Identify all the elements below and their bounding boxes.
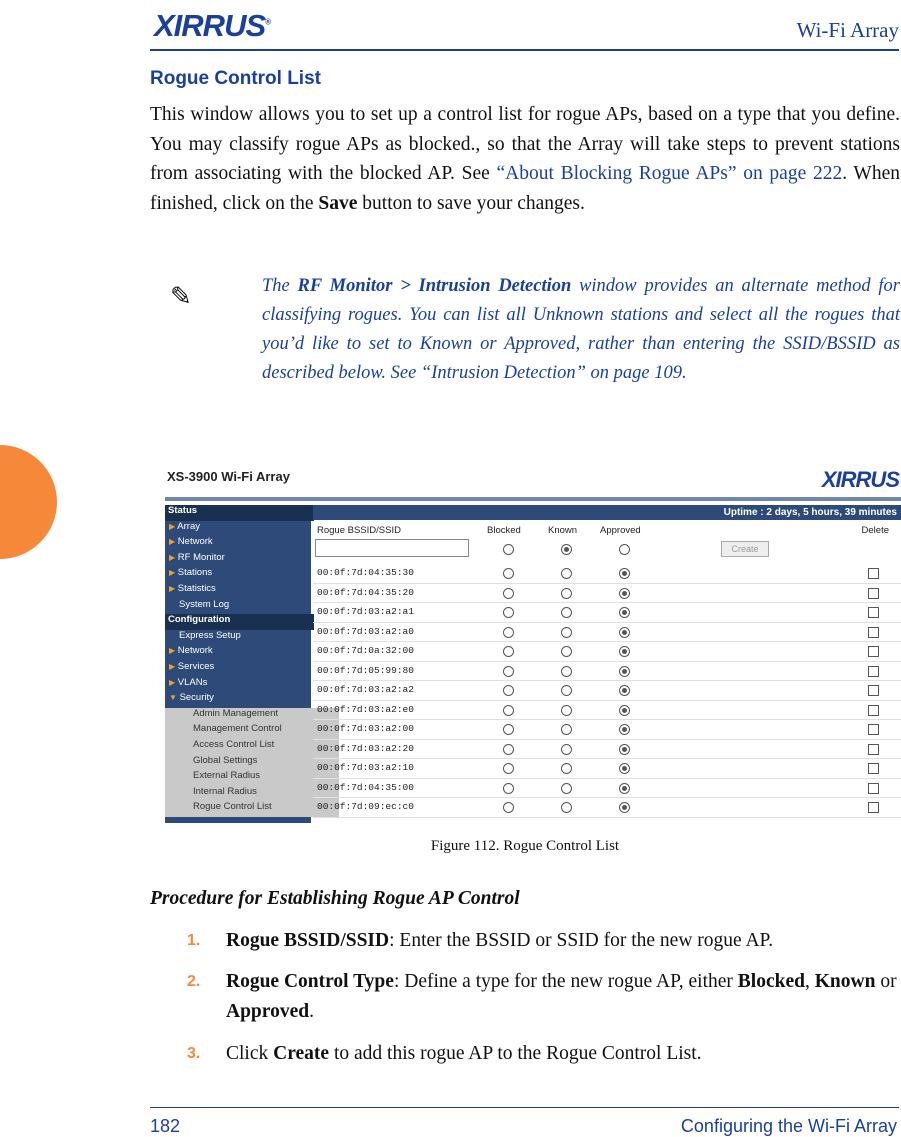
pencil-note-icon: ✎ xyxy=(170,282,192,311)
sidebar-label: Global Settings xyxy=(193,754,258,766)
sidebar-item[interactable] xyxy=(165,505,314,521)
table-row xyxy=(313,778,901,799)
approved-radio[interactable] xyxy=(619,568,630,579)
sidebar-label: Management Control xyxy=(193,723,282,735)
approved-radio[interactable] xyxy=(619,783,630,794)
blocked-radio[interactable] xyxy=(503,588,514,599)
rogue-bssid-input[interactable] xyxy=(315,539,469,557)
approved-radio[interactable] xyxy=(619,627,630,638)
approved-radio[interactable] xyxy=(619,666,630,677)
arrow-right-icon: ▶ xyxy=(169,568,176,578)
rogue-bssid: 00:0f:7d:04:35:30 xyxy=(317,567,414,578)
delete-checkbox[interactable] xyxy=(868,666,879,677)
arrow-right-icon: ▶ xyxy=(169,584,176,593)
approved-radio[interactable] xyxy=(619,588,630,599)
sidebar-label: External Radius xyxy=(193,770,261,782)
delete-checkbox[interactable] xyxy=(868,646,879,657)
header-rule xyxy=(150,49,899,51)
rogue-bssid: 00:0f:7d:03:a2:10 xyxy=(317,762,414,773)
xirrus-logo: XIRRUS® xyxy=(154,8,271,43)
sidebar-label: Rogue Control List xyxy=(193,801,272,813)
delete-checkbox[interactable] xyxy=(868,568,879,579)
delete-checkbox[interactable] xyxy=(868,588,879,599)
rogue-bssid: 00:0f:7d:04:35:00 xyxy=(317,781,414,793)
col-bssid: Rogue BSSID/SSID xyxy=(317,525,401,536)
sidebar-item[interactable] xyxy=(165,692,315,708)
delete-checkbox[interactable] xyxy=(868,685,879,696)
sidebar-label: Network xyxy=(177,536,213,548)
sidebar-label: VLANs xyxy=(177,676,208,688)
sidebar-label: Array xyxy=(177,520,200,532)
approved-radio[interactable] xyxy=(619,763,630,774)
chapter-name: Configuring the Wi-Fi Array xyxy=(680,1116,897,1136)
approved-radio[interactable] xyxy=(619,802,630,813)
blocking-rogue-link[interactable]: “About Blocking Rogue APs” on page 222 xyxy=(496,163,843,184)
blocked-radio[interactable] xyxy=(503,744,514,755)
rogue-bssid: 00:0f:7d:04:35:20 xyxy=(317,586,414,598)
arrow-right-icon: ▶ xyxy=(169,521,176,531)
table-row xyxy=(313,622,901,643)
header-title: Wi-Fi Array xyxy=(796,18,899,42)
figure-caption: Figure 112. Rogue Control List xyxy=(430,838,620,854)
rogue-bssid: 00:0f:7d:03:a2:20 xyxy=(317,742,414,754)
status-bar: Uptime : 2 days, 5 hours, 39 minutes xyxy=(313,505,901,520)
sidebar-item[interactable] xyxy=(165,567,315,583)
page-number: 182 xyxy=(150,1116,181,1136)
sidebar-label: System Log xyxy=(179,598,230,610)
blocked-radio[interactable] xyxy=(503,802,514,813)
step-1: 1. Rogue BSSID/SSID: Enter the BSSID or SSID for the new rogue AP. xyxy=(187,930,774,951)
arrow-right-icon: ▶ xyxy=(169,662,176,671)
known-radio[interactable] xyxy=(561,588,572,599)
sidebar-label: Express Setup xyxy=(179,629,241,641)
approved-radio[interactable] xyxy=(619,744,630,755)
table-row xyxy=(313,739,901,760)
chapter-tab-marker xyxy=(0,445,57,559)
blocked-radio[interactable] xyxy=(503,783,514,794)
sidebar-item[interactable] xyxy=(165,521,315,537)
rogue-bssid: 00:0f:7d:05:99:80 xyxy=(317,664,414,676)
sidebar-item[interactable] xyxy=(165,536,315,552)
sidebar-item[interactable] xyxy=(165,645,315,661)
sidebar-label: Status xyxy=(168,505,198,516)
known-radio[interactable] xyxy=(561,802,572,813)
approved-radio[interactable] xyxy=(619,646,630,657)
approved-radio[interactable] xyxy=(619,685,630,696)
table-row xyxy=(313,797,901,818)
delete-checkbox[interactable] xyxy=(868,744,879,755)
sidebar-label: Access Control List xyxy=(193,739,275,750)
col-delete: Delete xyxy=(861,525,889,536)
delete-checkbox[interactable] xyxy=(868,627,879,638)
delete-checkbox[interactable] xyxy=(868,763,879,774)
blocked-radio[interactable] xyxy=(503,666,514,677)
rogue-bssid: 00:0f:7d:03:a2:a1 xyxy=(317,606,414,617)
rogue-control-screenshot xyxy=(165,455,901,823)
rogue-bssid: 00:0f:7d:0a:32:00 xyxy=(317,645,414,656)
table-row xyxy=(313,563,901,584)
table-row xyxy=(313,680,901,701)
table-row xyxy=(313,700,901,721)
known-radio[interactable] xyxy=(561,627,572,638)
delete-checkbox[interactable] xyxy=(868,607,879,618)
sidebar-item[interactable] xyxy=(165,599,325,615)
note-text: The RF Monitor > Intrusion Detection window provides an alternate method for classifying rogues. You can list all Unknown stations and select all the rogues that you’d like to set to Known or Approved, rather than entering the SSID/BSSID as described below. See “Intrusion Detection” on page 109. xyxy=(262,276,900,383)
sidebar-item[interactable] xyxy=(165,677,315,693)
sidebar-label: Admin Management xyxy=(193,707,279,719)
arrow-down-icon: ▼ xyxy=(169,693,177,703)
sidebar-item[interactable] xyxy=(165,661,315,677)
table-row xyxy=(313,583,901,604)
known-radio[interactable] xyxy=(561,685,572,696)
new-approved-radio[interactable] xyxy=(619,544,630,555)
rogue-bssid: 00:0f:7d:03:a2:a0 xyxy=(317,625,414,637)
known-radio[interactable] xyxy=(561,607,572,618)
approved-radio[interactable] xyxy=(619,607,630,618)
known-radio[interactable] xyxy=(561,744,572,755)
sidebar-label: Services xyxy=(177,661,215,672)
section-body: This window allows you to set up a control list for rogue APs, based on a type that you define. You may classify rogue APs as blocked., so that the Array will take steps to prevent stations from associating with the blocked AP. See “About Blocking Rogue APs” on page 222. When finished, click on the Save button to save your changes. xyxy=(150,104,900,214)
table-row xyxy=(313,602,901,623)
blocked-radio[interactable] xyxy=(503,685,514,696)
sidebar-label: RF Monitor xyxy=(177,551,225,563)
blocked-radio[interactable] xyxy=(503,627,514,638)
known-radio[interactable] xyxy=(561,666,572,677)
known-radio[interactable] xyxy=(561,724,572,735)
arrow-right-icon: ▶ xyxy=(169,552,176,562)
known-radio[interactable] xyxy=(561,705,572,716)
blocked-radio[interactable] xyxy=(503,607,514,618)
col-approved: Approved xyxy=(600,525,641,536)
footer-rule xyxy=(150,1107,899,1108)
new-blocked-radio[interactable] xyxy=(503,544,514,555)
approved-radio[interactable] xyxy=(619,724,630,735)
known-radio[interactable] xyxy=(561,646,572,657)
new-known-radio[interactable] xyxy=(561,544,572,555)
rogue-bssid: 00:0f:7d:09:ec:c0 xyxy=(317,801,414,812)
screenshot-rule xyxy=(165,497,901,501)
sidebar-item[interactable] xyxy=(165,583,315,599)
sidebar-label: Stations xyxy=(177,567,213,579)
delete-checkbox[interactable] xyxy=(868,724,879,735)
col-blocked: Blocked xyxy=(487,525,521,536)
sidebar-item[interactable] xyxy=(165,552,315,568)
col-known: Known xyxy=(548,525,578,536)
rogue-bssid: 00:0f:7d:03:a2:e0 xyxy=(317,703,414,715)
xirrus-logo-small: XIRRUS xyxy=(821,467,899,492)
table-row xyxy=(313,661,901,682)
sidebar-label: Configuration xyxy=(168,614,231,626)
step-3: 3. Click Create to add this rogue AP to the Rogue Control List. xyxy=(187,1043,702,1064)
known-radio[interactable] xyxy=(561,763,572,774)
blocked-radio[interactable] xyxy=(503,568,514,579)
arrow-right-icon: ▶ xyxy=(169,677,176,687)
table-row xyxy=(313,758,901,779)
sidebar-label: Network xyxy=(177,645,213,657)
nav-sidebar xyxy=(165,505,311,823)
blocked-radio[interactable] xyxy=(503,646,514,657)
delete-checkbox[interactable] xyxy=(868,705,879,716)
rogue-bssid: 00:0f:7d:03:a2:00 xyxy=(317,723,414,734)
blocked-radio[interactable] xyxy=(503,724,514,735)
sidebar-item[interactable] xyxy=(165,630,325,646)
table-row xyxy=(313,641,901,662)
blocked-radio[interactable] xyxy=(503,763,514,774)
rogue-bssid: 00:0f:7d:03:a2:a2 xyxy=(317,684,414,695)
sidebar-item[interactable] xyxy=(165,614,314,630)
sidebar-label: Statistics xyxy=(177,583,216,594)
section-title: Rogue Control List xyxy=(150,68,321,89)
step-2: 2. Rogue Control Type: Define a type for the new rogue AP, either Blocked, Known or Approved. xyxy=(187,971,897,1022)
create-button[interactable]: Create xyxy=(721,541,769,557)
sidebar-label: Internal Radius xyxy=(193,785,257,797)
procedure-title: Procedure for Establishing Rogue AP Control xyxy=(150,888,520,909)
known-radio[interactable] xyxy=(561,568,572,579)
arrow-right-icon: ▶ xyxy=(169,646,176,656)
delete-checkbox[interactable] xyxy=(868,802,879,813)
sidebar-label: Security xyxy=(179,692,214,704)
delete-checkbox[interactable] xyxy=(868,783,879,794)
known-radio[interactable] xyxy=(561,783,572,794)
table-row xyxy=(313,719,901,740)
arrow-right-icon: ▶ xyxy=(169,537,176,547)
approved-radio[interactable] xyxy=(619,705,630,716)
array-title: XS-3900 Wi-Fi Array xyxy=(167,469,290,484)
blocked-radio[interactable] xyxy=(503,705,514,716)
